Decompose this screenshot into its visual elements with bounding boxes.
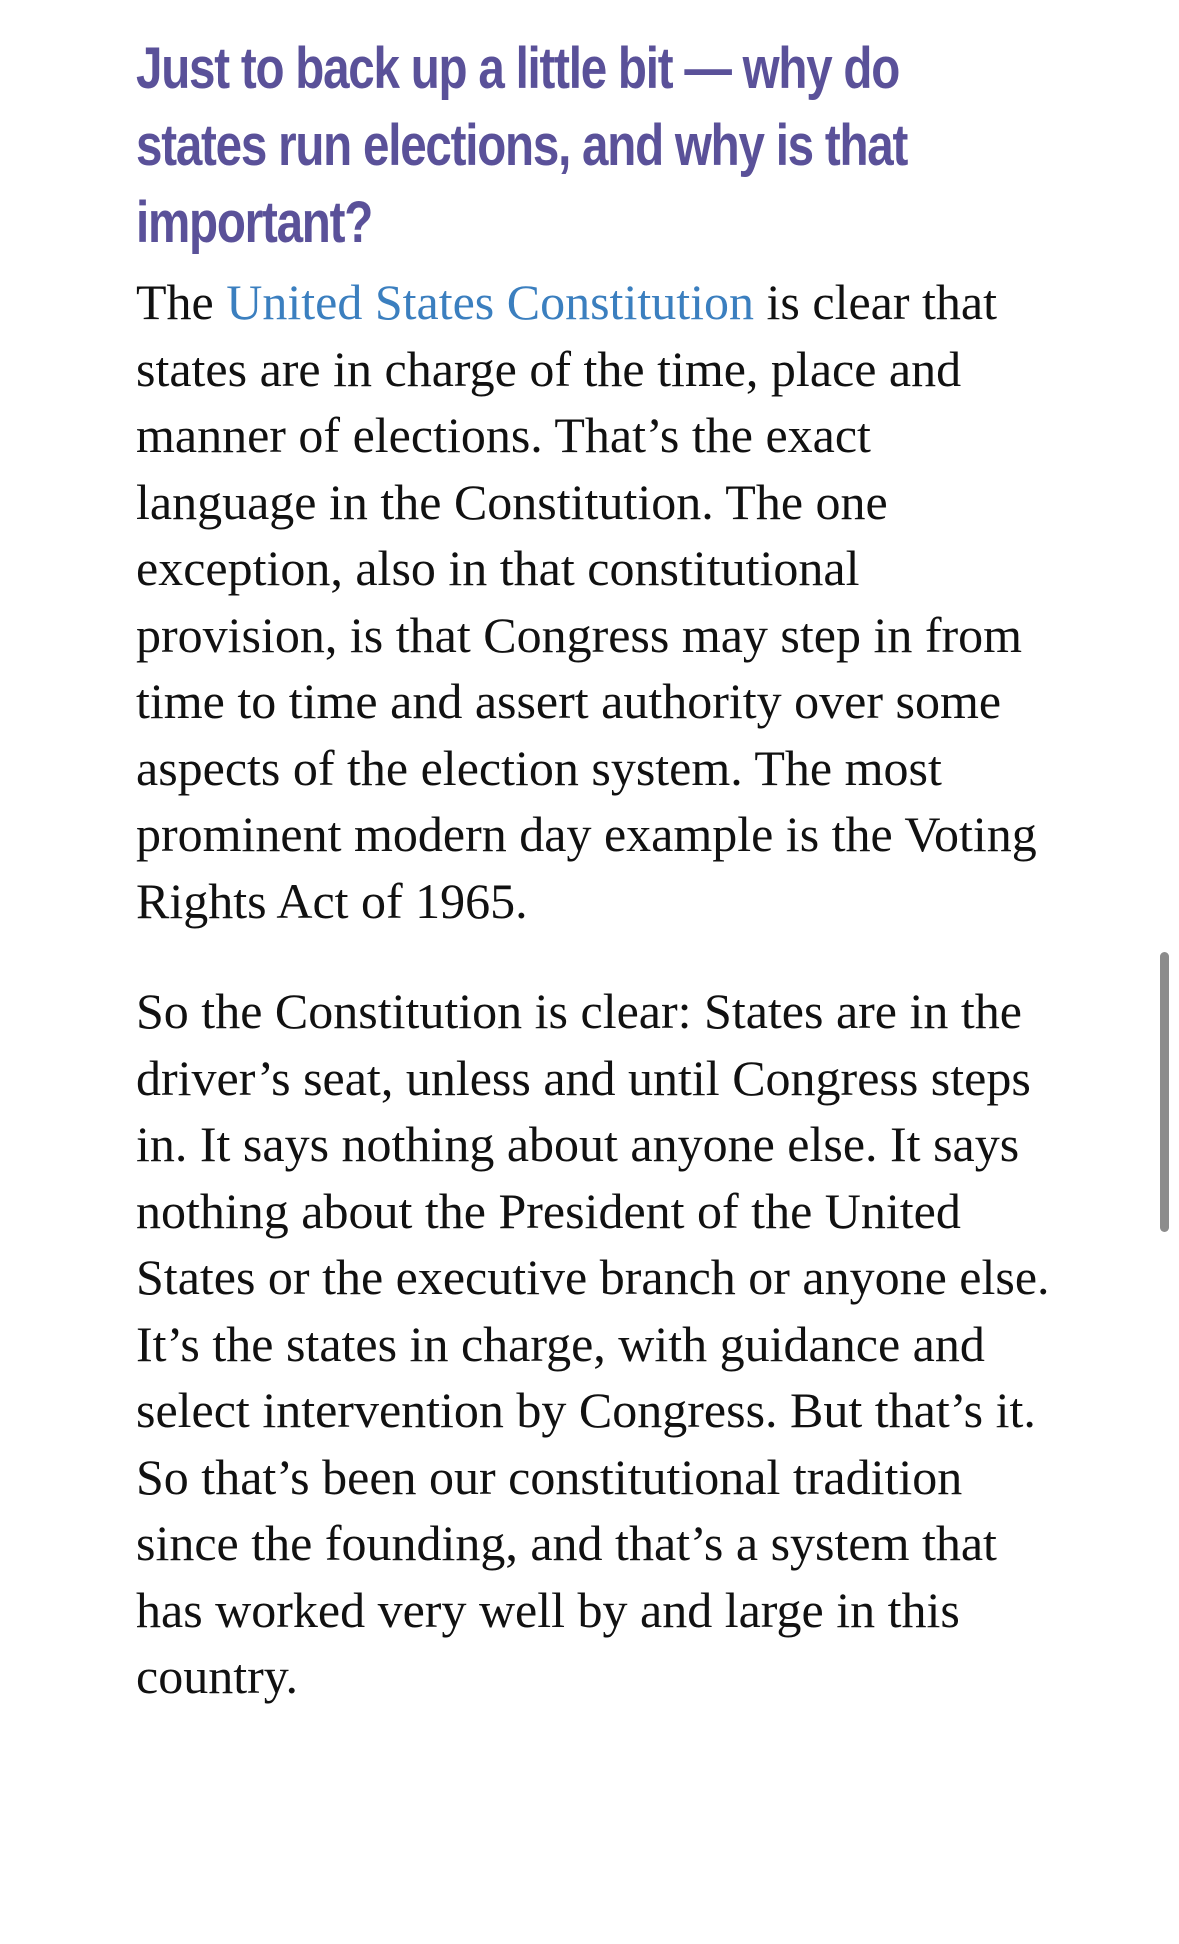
- constitution-link[interactable]: United States Constitution: [226, 274, 755, 330]
- question-line-3: important?: [136, 190, 373, 255]
- article-body: [136, 30, 1056, 1710]
- paragraph-1-body: is clear that states are in charge of the time, place and manner of elections. That’s the exact language in the Constitution. The one exception, also in that constitutional provision, is that Congress may step in from time to time and assert authority over some aspects of the election system. The most prominent modern day example is the Voting Rights Act of 1965.: [136, 274, 1037, 929]
- answer-paragraph-1: [136, 269, 1056, 934]
- question-line-2: states run elections, and why is that: [136, 113, 908, 178]
- answer-paragraph-2: So the Constitution is clear: States are in the driver’s seat, unless and until Congress steps in. It says nothing about anyone else. It says nothing about the President of the United States or the executive branch or anyone else. It’s the states in charge, with guidance and select intervention by Congress. But that’s it. So that’s been our constitutional tradition since the founding, and that’s a system that has worked very well by and large in this country.: [136, 983, 1050, 1704]
- interview-question: [136, 30, 1038, 261]
- question-line-1: Just to back up a little bit — why do: [136, 36, 900, 101]
- scrollbar-thumb[interactable]: [1160, 952, 1169, 1232]
- paragraph-1-lead: The: [136, 274, 227, 330]
